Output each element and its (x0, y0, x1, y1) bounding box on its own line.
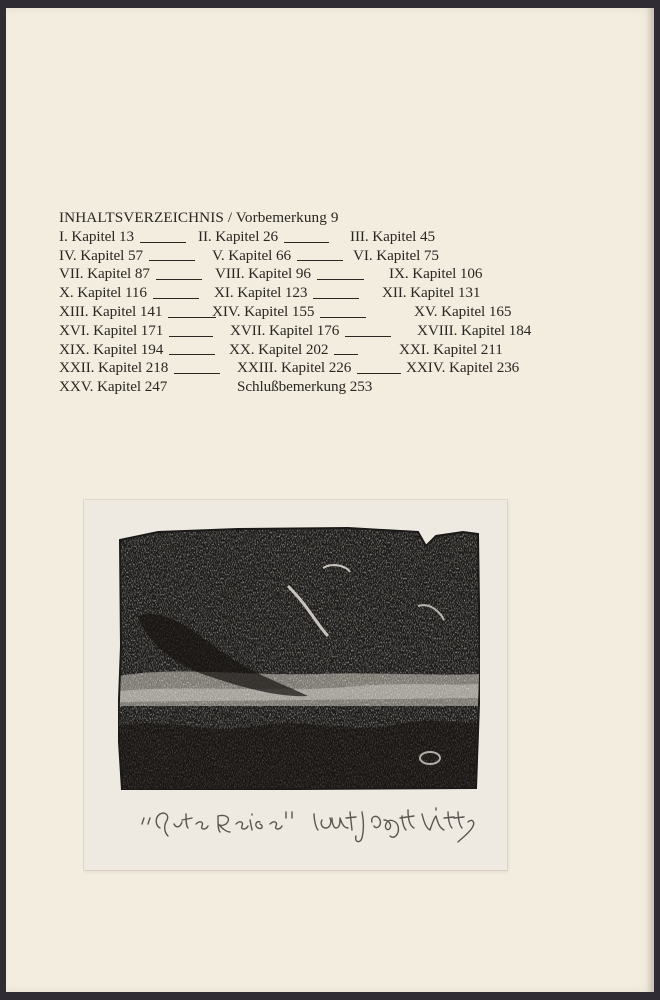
toc-entry-label: XVII. Kapitel 176 (230, 321, 340, 339)
handwritten-inscription-and-signature (136, 800, 486, 848)
woodcut-print (118, 526, 480, 790)
toc-entry (59, 284, 199, 303)
toc-entry-label: XII. Kapitel 131 (382, 284, 481, 302)
toc-entry (237, 378, 372, 397)
toc-entry-label: IV. Kapitel 57 (59, 246, 143, 264)
toc-entry-label: VI. Kapitel 75 (353, 246, 439, 264)
toc-entry-label: IX. Kapitel 106 (389, 265, 483, 283)
toc-entry-label: XVI. Kapitel 171 (59, 321, 164, 339)
toc-entry-label: XIX. Kapitel 194 (59, 340, 164, 358)
toc-entry-label: XX. Kapitel 202 (229, 340, 329, 358)
toc-row (59, 265, 599, 284)
toc-entry (382, 284, 480, 303)
toc-entry (59, 303, 216, 322)
toc-entry (59, 378, 167, 397)
toc-leader-rule (169, 354, 215, 355)
toc-leader-rule (168, 317, 216, 318)
toc-entry (353, 247, 439, 266)
toc-row (59, 284, 599, 303)
toc-leader-rule (156, 279, 202, 280)
toc-leader-rule (284, 242, 329, 243)
table-of-contents (59, 209, 599, 397)
toc-leader-rule (169, 336, 213, 337)
toc-entry (59, 247, 195, 266)
toc-leader-rule (297, 260, 343, 261)
book-page (6, 8, 654, 992)
toc-entry-label: X. Kapitel 116 (59, 284, 147, 302)
woodcut-print-card (84, 500, 507, 870)
toc-entry-label: V. Kapitel 66 (212, 246, 291, 264)
toc-entry-label: XV. Kapitel 165 (414, 302, 512, 320)
toc-entry-label: I. Kapitel 13 (59, 227, 135, 245)
toc-entry (215, 265, 364, 284)
toc-entry-label: XIII. Kapitel 141 (59, 302, 163, 320)
toc-entry-label: XXII. Kapitel 218 (59, 359, 169, 377)
toc-entry (59, 341, 215, 360)
toc-entry (212, 303, 366, 322)
toc-entry (59, 322, 213, 341)
toc-entry (198, 228, 329, 247)
toc-leader-rule (153, 298, 199, 299)
toc-entry (389, 265, 482, 284)
toc-entry (406, 359, 519, 378)
toc-row (59, 247, 599, 266)
toc-entry (230, 322, 391, 341)
toc-entry-label: III. Kapitel 45 (350, 227, 435, 245)
toc-entry-label: Schlußbemerkung 253 (237, 378, 373, 396)
toc-entry-label: XIV. Kapitel 155 (212, 302, 315, 320)
toc-leader-rule (174, 373, 220, 374)
toc-leader-rule (345, 336, 391, 337)
toc-rows (59, 228, 599, 397)
toc-row (59, 322, 599, 341)
toc-leader-rule (140, 242, 186, 243)
toc-row (59, 303, 599, 322)
toc-entry-label: VIII. Kapitel 96 (215, 265, 311, 283)
toc-entry (237, 359, 401, 378)
toc-entry (399, 341, 503, 360)
toc-entry (214, 284, 359, 303)
toc-entry-label: XXV. Kapitel 247 (59, 378, 168, 396)
toc-entry-label: XI. Kapitel 123 (214, 284, 308, 302)
toc-row (59, 341, 599, 360)
toc-entry (229, 341, 358, 360)
toc-entry (417, 322, 531, 341)
toc-leader-rule (334, 354, 358, 355)
toc-entry (212, 247, 343, 266)
toc-heading: INHALTSVERZEICHNIS / Vorbemerkung 9 (59, 209, 339, 226)
toc-leader-rule (317, 279, 364, 280)
toc-entry-label: XXIV. Kapitel 236 (406, 359, 520, 377)
toc-entry-label: XXI. Kapitel 211 (399, 340, 503, 358)
toc-entry (350, 228, 435, 247)
toc-leader-rule (357, 373, 401, 374)
toc-entry-label: II. Kapitel 26 (198, 227, 278, 245)
toc-entry (59, 228, 186, 247)
toc-entry-label: XXIII. Kapitel 226 (237, 359, 352, 377)
toc-row (59, 359, 599, 378)
toc-entry-label: VII. Kapitel 87 (59, 265, 150, 283)
toc-leader-rule (320, 317, 366, 318)
toc-leader-rule (313, 298, 359, 299)
toc-entry-label: XVIII. Kapitel 184 (417, 321, 532, 339)
toc-entry (59, 265, 202, 284)
toc-row (59, 378, 599, 397)
toc-leader-rule (149, 260, 195, 261)
toc-row (59, 228, 599, 247)
toc-entry (414, 303, 511, 322)
toc-entry (59, 359, 220, 378)
